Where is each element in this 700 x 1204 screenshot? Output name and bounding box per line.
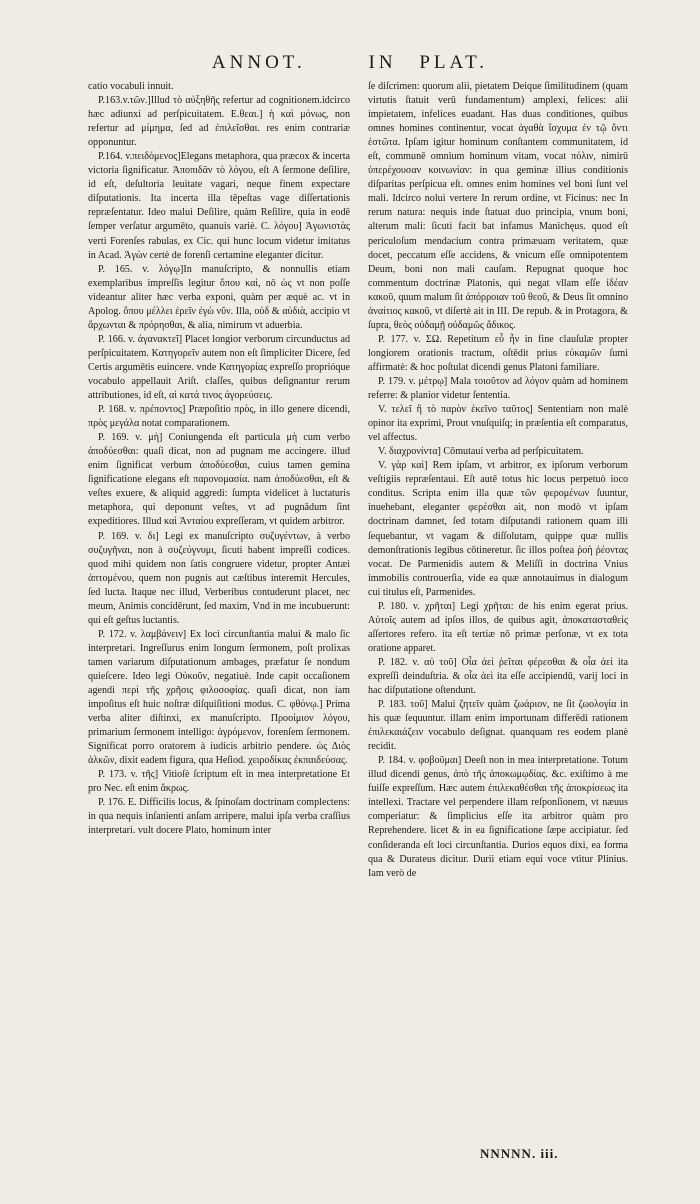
annotation-paragraph: P. 169. v. δι] Legi ex manuſcripto συζυγέντων, à verbo συζυγῆναι, non à συζεύγνυμι, ſicuti habent impreſſi codices. quod mihi quidem non ſatis congruere videtur, propter Antæi ἀπτομένου, quem non pugnis aut cæſtibus interemit Hercules, ſed lucta. Itaque nec illud, Verberibus contuderunt placet, nec meum, Animis concidērunt, ſed maxim, Vnd in me incubuerunt: qui eſt geſtus luctantis.	[88, 530, 350, 626]
annotation-paragraph: P. 169. v. μὴ] Coniungenda eſt particula μὴ cum verbo ἀποδύεσθαι: quaſi dicat, non ad pugnam me accingere. illud enim ſignificat verbum ἀποδύεσθαι, cuius tamen gemina ſignificatione elegans eſt παρονομασία. nam ἀποδύεσθαι, eſt & veſtes exuere, & aliquid aggredi: ſumpta videlicet à luctaturis metaphora, qui deponunt veſtes, vt ad pugnādum ſint expeditiores. Illud καὶ Ἀνταίου expreſſeram, vt quidem arbitror.	[88, 432, 350, 528]
annotation-paragraph: V. διαχρονίντα] Cōmutaui verba ad perſpicuitatem.	[378, 446, 584, 458]
left-column	[88, 80, 350, 839]
annotation-paragraph: P. 166. v. ἀγανακτεῖ] Placet longior verborum circunductus ad perſpicuitatem. Κατηγορεῖν autem non eſt ſimpliciter Dicere, ſed Certis argumētis euincere. vnde Κατηγορίας expreſſo proprióque vocabulo appellauit Ariſt. claſſes, quibus deſignantur rerum attributiones, id eſt, αἱ κατά τινος ἀγορεύσεις.	[88, 333, 350, 402]
annotation-paragraph: P. 183. τοῦ] Malui ζητεῖν quàm ζωάριον, ne ſit ζωολογία in his quæ ſequuntur. illam enim importunam differēdi rationem ἐπιλεκαιάζειν vocabulo deſignat. quanquam res eodem planè recidit.	[368, 699, 628, 753]
annotation-paragraph: catio vocabuli innuit.	[88, 81, 174, 92]
annotation-paragraph: P.163.v.τῶν.]Illud τὸ αὐξηθῆς refertur ad cognitionem.idcirco hæc adiunxi ad perſpicuitatem. Ε.θεαι.] ἡ καὶ μόνως, non refertur ad μίμημα, ſed ad ἐπιλεῖσθαι. res enim contrariæ opponuntur.	[88, 95, 350, 149]
annotation-paragraph: P. 180. v. χρῆται] Legi χρῆται: de his enim egerat prius. Αὐτοῖς autem ad ipſos illos, de quibus agit, ἀποκατασταθεὶς aſſertores refero. ita eſt tertiæ nō primæ perſonæ, vt ex tota oratione apparet.	[368, 600, 628, 654]
annotation-paragraph: P. 176. E. Difficilis locus, & ſpinoſam doctrinam complectens: in qua nequis inſanienti anſam arripere, malui ipſa verba craſſius interpretari. vult docere Plato, hominum inter	[88, 797, 350, 837]
annotation-paragraph: P. 165. v. λόγῳ]In manuſcripto, & nonnullis etiam exemplaribus impreſſis legitur ὅπου καὶ, nō ὡς vt non poſſe videantur aliter hæc verba exponi, quàm per æquè ac. vt in Apolog. ὅπου μέλλει ἐρεῖν ἐγὼ νῦν. Illa, οὐδ & αὐδιὰ, accipio vt ἄρχωνται & πρόρησθαι, & alia, nimirum vt aduerbia.	[88, 263, 350, 331]
annotation-paragraph: P. 168. v. πρέποντος] Præpoſitio πρὸς, in illo genere dicendi, πρὸς μεγάλα notat comparationem.	[88, 404, 350, 430]
header-left: ANNOT.	[211, 52, 306, 73]
right-column	[368, 80, 628, 881]
annotation-paragraph: V. τελεῖ ἢ τὸ παρὸν ἐκεῖνο ταῦτος] Sententiam non malè opinor ita exprimi, Prout vnuſquiſq; in præſentia eſt comparatus, vel affectus.	[368, 404, 628, 444]
running-header	[0, 52, 700, 74]
annotation-paragraph: P. 182. v. αὐ τοῦ] Οἷα ἀεὶ ῥεῖται φέρεσθαι & οἷα ἀεὶ ita expreſſi deinduſtria. & οἷα ἀεὶ ita eſſe accipiendū, varij loci in hac diſputatione oſtendunt.	[368, 656, 628, 697]
annotation-paragraph: ſe diſcrimen: quorum alii, pietatem Deique ſimilitudinem (quam virtutis ſtatuit verū fundamentum) amplexi, felices: alii impietatem, infelices euadant. Has duas conditiones, quibus omnes homines continentur, vocat ἀγαθὰ ἴσχυμα ἐν τῷ ὄντι ἑστῶτα. Ipſam igitur hominum conſtantem communitatem, id eſt, communē omnium hominum vitam, vocat πόλιν, nimirū ὑπερέχουσαν κοινωνίαν: in qua geminæ illius conditionis diſparitas perſpicua eſt. omnes enim homines vel boni ſunt vel mali. Idcirco nolui vertere In rerum ordine, vt Ficinus: nec In rerum natura: nequis inde ſtatuat duo principia, vnum boni, alterum mali: ſicuti facit bat infamus Manichęus. quod eſt periculoſum mendacium contra primæuam veritatem, quæ docet, peccatum eſſe accidens, & vnicum eſſe omnipotentem Deum, boni non mali cauſam. Repugnat quoque hoc commentum doctrinæ Platonis, qui negat vllam eſſe ἰδέαν κακοῦ, quum malum ſit ἀπόρροιαν τοῦ θεοῦ, & Deus ſit omnino ἀναίτιος κακοῦ, vt diſertè ait in III. De repub. & in Protagora, & ſupra, θεὸς οὐδαμῇ οὐδαμῶς ἄδικος.	[368, 81, 628, 331]
annotation-paragraph: P. 173. v. τῆς] Vitioſè ſcriptum eſt in mea interpretatione Et pro Nec. eſt enim ἄκρως.	[88, 769, 350, 795]
signature-mark: NNNNN. iii.	[480, 1146, 559, 1161]
annotation-paragraph: P. 177. v. ΣΩ. Repetitum εὖ ἦν in fine clauſulæ propter longiorem orationis tractum, oſtēdit prius εὐκαμῶν ſumi affirmatè: & hoc poſtulat dicendi genus Platoni familiare.	[368, 333, 628, 373]
annotation-paragraph: P. 184. v. φοβοῦμαι] Deeſt non in mea interpretatione. Totum illud dicendi genus, ἀπὸ τῆς ἀποκωμῳδίας. &c. exiſtimo à me fuiſſe expreſſum. Hæc autem ἐπιλεκαθέσθαι τῆς ἀποκρίσεως ita intellexi. Tractare vel perpendere illam reſponſionem, vt næuus comperiatur: & ſimplicius eſſe ita arbitror quàm pro Reprehendere. licet & in ea ſignificatione ſæpe accipiatur. ſed conſideranda eſt loci circunſtantia. Durios equos dixi, ea forma qua & Durateus dicitur. Durii etiam equi voce vtitur Plinius. Iam verò de	[368, 755, 628, 879]
annotation-paragraph: P. 172. v. λαμβάνειν] Ex loci circunſtantia malui & malo ſic interpretari. Ingreſſurus enim longum ſermonem, poſt prolixas tamen variarum diſputationum ambages, præfatur ſe nondum quieſcere. Ideo legi Οὐκοῦν, negatiuè. Inde capit occaſionem agendi περὶ τῆς χρῆσις φιλοσοφίας. quaſi dicat, non iam impoſitus eſt huic noſtræ diſquiſitioni modus. C. φθόνῳ.] Prima verba aliter diſtinxi, ex manuſcripto. Προοίμιον λόγου, primarium ſermonem intelligo: ἀγρόμενον, forenſem ſermonem. Significat porro oratorem à iudicis arbitrio pendere. ὡς Διὸς ἀλκῶν, dixit eadem figura, qua Heſiod. χειροδίκας ἐκπαιδεύσας.	[88, 628, 350, 767]
annotation-paragraph: V. γὰρ καὶ] Rem ipſam, vt arbitror, ex ipſorum verborum veſtigiis repræſentaui. Eſt autē totus hic locus perpetuò ioco conditus. Scripta enim illa quæ τῶν φερομένων ſuuntur, inuehebant, eleganter φερέσθαι ait, non modò vt ipſam doctrinam damnet, ſed totam diſputandi rationem quam illi ſequebantur, vt vagam & diſſolutam, quippe quæ nullis demonſtrationis legibus cōtineretur. ſic illos poſtea ῥοὴ ῥέοντας vocat. De Parmenidis autem & Meliſſi in doctrina Vnius immobilis controuerſia, vide ea quæ annotauimus in dialogum cui titulus eſt, Parmenides.	[368, 460, 628, 598]
header-right: IN PLAT.	[368, 52, 489, 73]
annotation-paragraph: P.164. v.πειδόμενος]Elegans metaphora, qua præcox & incerta victoria ſignificatur. Ἀποπιδᾶν τὸ λόγου, eſt A ſermone deſilire, id eſt, deſultoria leuitate vagari, neque finem expectare diſputationis. Ita incerta illa tēpeſtas vage diſſertationis repræſentatur. Ideo malui Deſilire, quàm Reſilire, quia in eodē ſemper verſatur argumēto, quanuis variè. C. λόγου] Ἀγωνιστὰς verti Forenſes rabulas, ex Cic. qui hunc locum videtur imitatus in Acad. Ἀγὼν certè de forenſi certamine eleganter dicitur.	[88, 151, 350, 261]
annotation-paragraph: P. 179. v. μέτρῳ] Mala τοιοῦτον ad λόγον quàm ad hominem referre: & planior videtur ſententia.	[368, 375, 628, 402]
